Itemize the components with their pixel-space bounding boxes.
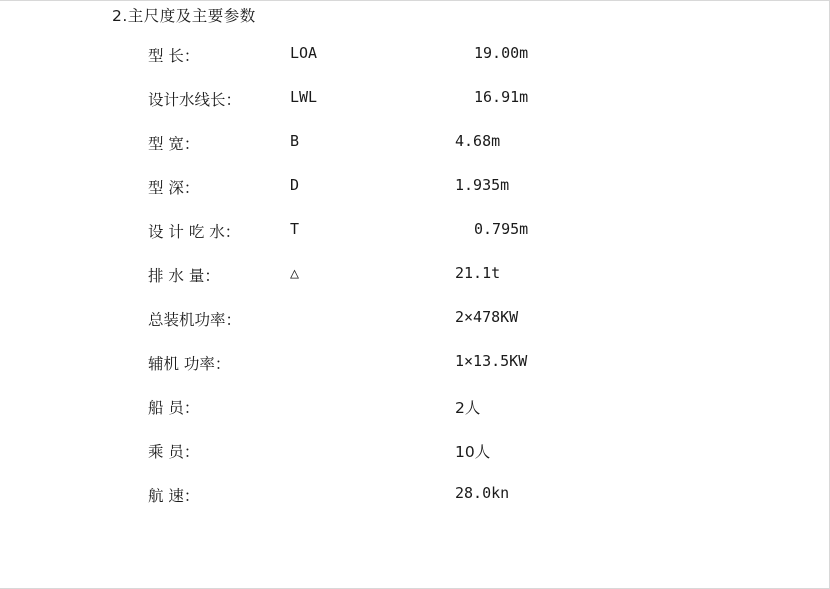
spec-label: 型 深： bbox=[148, 179, 200, 197]
spec-label: 型 长： bbox=[148, 47, 200, 65]
spec-row bbox=[0, 264, 830, 308]
spec-label: 船 员： bbox=[148, 399, 200, 417]
spec-label: 辅机 功率： bbox=[148, 355, 231, 373]
spec-symbol: △ bbox=[290, 264, 300, 282]
spec-label: 设计水线长： bbox=[148, 91, 242, 109]
spec-row bbox=[0, 352, 830, 396]
specification-list bbox=[0, 44, 830, 528]
spec-label: 型 宽： bbox=[148, 135, 200, 153]
spec-label: 总装机功率： bbox=[148, 311, 242, 329]
spec-row bbox=[0, 88, 830, 132]
spec-symbol: LOA bbox=[290, 44, 318, 62]
spec-symbol: D bbox=[290, 176, 300, 194]
spec-row bbox=[0, 440, 830, 484]
spec-value: 0.795m bbox=[474, 220, 529, 238]
spec-label: 航 速： bbox=[148, 487, 200, 505]
spec-value: 10人 bbox=[455, 443, 491, 461]
spec-symbol: LWL bbox=[290, 88, 318, 106]
page-top-border bbox=[0, 0, 830, 1]
spec-symbol: T bbox=[290, 220, 300, 238]
spec-value: 19.00m bbox=[474, 44, 529, 62]
spec-label: 排 水 量： bbox=[148, 267, 220, 285]
spec-value: 4.68m bbox=[455, 132, 501, 150]
spec-label: 设 计 吃 水： bbox=[148, 223, 241, 241]
spec-value: 2人 bbox=[455, 399, 481, 417]
spec-row bbox=[0, 132, 830, 176]
spec-label: 乘 员： bbox=[148, 443, 200, 461]
spec-value: 28.0kn bbox=[455, 484, 510, 502]
spec-value: 2×478KW bbox=[455, 308, 519, 326]
spec-row bbox=[0, 308, 830, 352]
spec-row bbox=[0, 484, 830, 528]
spec-value: 1×13.5KW bbox=[455, 352, 528, 370]
spec-row bbox=[0, 44, 830, 88]
spec-symbol: B bbox=[290, 132, 300, 150]
spec-value: 21.1t bbox=[455, 264, 501, 282]
spec-value: 16.91m bbox=[474, 88, 529, 106]
spec-row bbox=[0, 176, 830, 220]
spec-row bbox=[0, 220, 830, 264]
spec-row bbox=[0, 396, 830, 440]
section-heading: 2.主尺度及主要参数 bbox=[112, 7, 256, 25]
spec-value: 1.935m bbox=[455, 176, 510, 194]
